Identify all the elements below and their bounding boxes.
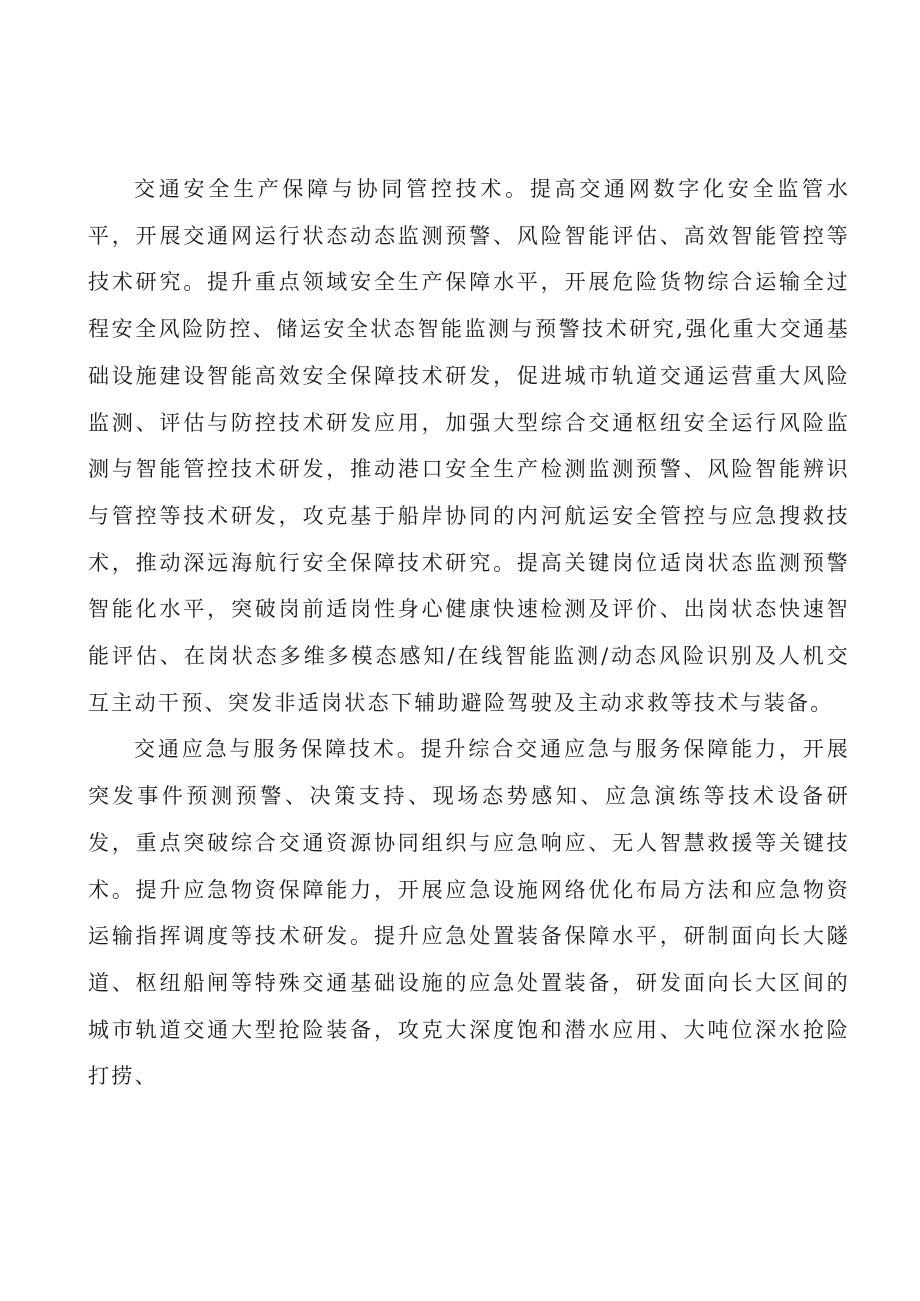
paragraph-traffic-safety: 交通安全生产保障与协同管控技术。提高交通网数字化安全监管水平，开展交通网运行状态动态监测预警、风险智能评估、高效智能管控等技术研究。提升重点领域安全生产保障水平，开展危险货物综合运输全过程安全风险防控、储运安全状态智能监测与预警技术研究,强化重大交通基础设施建设智能高效安全保障技术研发，促进城市轨道交通运营重大风险监测、评估与防控技术研发应用，加强大型综合交通枢纽安全运行风险监测与智能管控技术研发，推动港口安全生产检测监测预警、风险智能辨识与管控等技术研发，攻克基于船岸协同的内河航运安全管控与应急搜救技术，推动深远海航行安全保障技术研究。提高关键岗位适岗状态监测预警智能化水平，突破岗前适岗性身心健康快速检测及评价、出岗状态快速智能评估、在岗状态多维多模态感知/在线智能监测/动态风险识别及人机交互主动干预、突发非适岗状态下辅助避险驾驶及主动求救等技术与装备。 <box>88 177 850 715</box>
paragraph-emergency-service: 交通应急与服务保障技术。提升综合交通应急与服务保障能力，开展突发事件预测预警、决策支持、现场态势感知、应急演练等技术设备研发，重点突破综合交通资源协同组织与应急响应、无人智慧救援等关键技术。提升应急物资保障能力，开展应急设施网络优化布局方法和应急物资运输指挥调度等技术研发。提升应急处置装备保障水平，研制面向长大隧道、枢纽船闸等特殊交通基础设施的应急处置装备，研发面向长大区间的城市轨道交通大型抢险装备，攻克大深度饱和潜水应用、大吨位深水抢险打捞、 <box>88 737 850 1089</box>
document-body <box>88 166 850 1100</box>
